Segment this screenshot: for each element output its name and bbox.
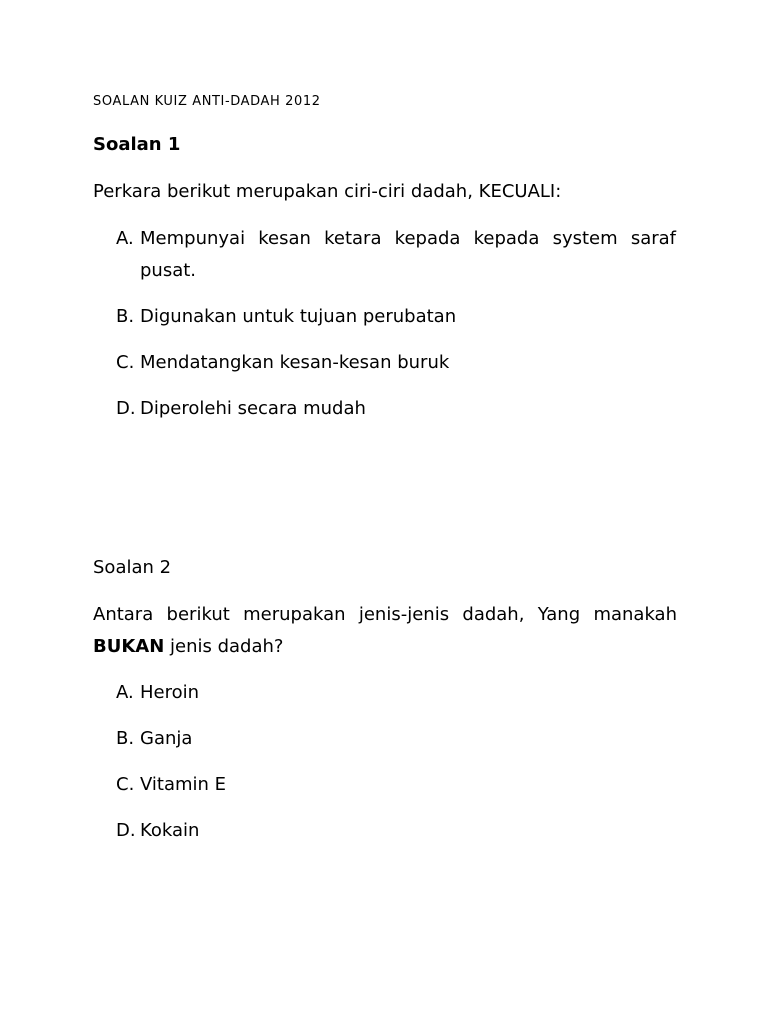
question-1-option-c — [116, 347, 676, 379]
question-2-text-after: jenis dadah? — [170, 636, 284, 657]
question-2-option-a — [116, 677, 676, 709]
option-letter: D. — [116, 820, 136, 841]
question-2-text-before: Antara berikut merupakan jenis-jenis dadah, Yang manakah — [93, 604, 677, 625]
question-1-text: Perkara berikut merupakan ciri-ciri dadah, KECUALI: — [93, 181, 562, 202]
option-text: Diperolehi secara mudah — [140, 398, 366, 419]
question-2-option-d — [116, 815, 676, 847]
option-text: Heroin — [140, 682, 200, 703]
option-letter: B. — [116, 728, 135, 749]
option-letter: A. — [116, 682, 134, 703]
question-2-title: Soalan 2 — [93, 557, 172, 578]
option-text: Mendatangkan kesan-kesan buruk — [140, 352, 450, 373]
option-letter: A. — [116, 228, 134, 249]
option-letter: C. — [116, 774, 135, 795]
question-2-emphasis: BUKAN — [93, 636, 165, 657]
option-letter: B. — [116, 306, 135, 327]
option-text: Vitamin E — [140, 774, 227, 795]
question-2-option-b — [116, 723, 676, 755]
option-text: Mempunyai kesan ketara kepada kepada system saraf pusat. — [140, 228, 676, 281]
question-2-option-c — [116, 769, 676, 801]
option-text: Digunakan untuk tujuan perubatan — [140, 306, 457, 327]
question-2-text — [93, 599, 677, 663]
option-letter: D. — [116, 398, 136, 419]
question-1-option-b — [116, 301, 676, 333]
option-text: Kokain — [140, 820, 200, 841]
question-1-title: Soalan 1 — [93, 134, 181, 155]
option-text: Ganja — [140, 728, 193, 749]
question-1-option-a — [116, 223, 676, 287]
quiz-header: SOALAN KUIZ ANTI-DADAH 2012 — [93, 94, 321, 109]
option-letter: C. — [116, 352, 135, 373]
question-1-option-d — [116, 393, 676, 425]
